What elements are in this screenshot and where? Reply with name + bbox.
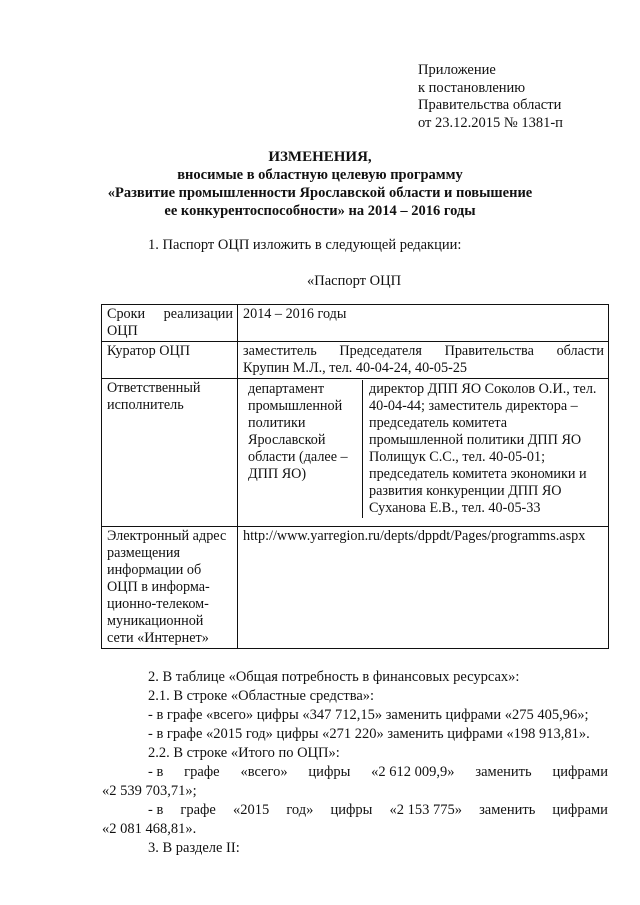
table-row <box>102 379 609 527</box>
word: «2015 <box>232 802 270 818</box>
appendix-note <box>418 62 563 132</box>
paragraph-2-2-a-end: «2 539 703,71»; <box>102 783 197 799</box>
appendix-line: от 23.12.2015 № 1381-п <box>418 114 563 131</box>
title-line: вносимые в областную целевую программу <box>177 167 463 183</box>
word: графе <box>180 802 216 818</box>
paragraph-2-2-a <box>148 763 608 781</box>
table-cell-value: 2014 – 2016 годы <box>238 305 609 342</box>
curator-line: Крупин М.Л., тел. 40-04-24, 40-05-25 <box>243 360 468 376</box>
table-cell-value: http://www.yarregion.ru/depts/dppdt/Pages/programms.aspx <box>238 527 609 649</box>
paragraph-2-1-b: - в графе «2015 год» цифры «271 220» заменить цифрами «198 913,81». <box>148 726 590 742</box>
paragraph-2-1-a: - в графе «всего» цифры «347 712,15» заменить цифрами «275 405,96»; <box>148 707 589 723</box>
table-cell-label: Электронный адрес размещения информации об ОЦП в информа-ционно-телеком-муникационной сети «Интернет» <box>102 527 238 649</box>
word: цифрами <box>552 764 608 780</box>
word: цифры <box>330 802 373 818</box>
word: - в <box>148 802 164 818</box>
paragraph-2-1: 2.1. В строке «Областные средства»: <box>148 688 375 704</box>
word: графе <box>184 764 220 780</box>
table-row <box>102 527 609 649</box>
paragraph-1: 1. Паспорт ОЦП изложить в следующей редакции: <box>148 237 462 253</box>
passport-title: «Паспорт ОЦП <box>307 273 402 289</box>
paragraph-2-2-b <box>148 801 608 819</box>
appendix-line: к постановлению <box>418 79 526 96</box>
paragraph-3: 3. В разделе II: <box>148 840 240 856</box>
document-title <box>0 148 640 220</box>
table-row <box>102 342 609 379</box>
word: «2 612 009,9» <box>371 764 455 780</box>
paragraph-2: 2. В таблице «Общая потребность в финансовых ресурсах»: <box>148 669 520 685</box>
table-cell-label: Сроки реализации ОЦП <box>102 305 238 342</box>
title-heading: ИЗМЕНЕНИЯ, <box>268 149 372 165</box>
word: заменить <box>475 764 532 780</box>
paragraph-2-2: 2.2. В строке «Итого по ОЦП»: <box>148 745 340 761</box>
word: цифрами <box>552 802 608 818</box>
table-cell-value <box>238 379 609 527</box>
appendix-line: Правительства области <box>418 97 562 113</box>
responsible-persons: директор ДПП ЯО Соколов О.И., тел. 40-04-44; заместитель директора – председатель комитета промышленной политики ДПП ЯО Полищук С.С., тел. 40-05-01; председатель комитета экономики и развития конкуренции ДПП ЯО Суханова Е.В., тел. 40-05-33 <box>369 381 597 516</box>
word: цифры <box>308 764 351 780</box>
title-line: ее конкурентоспособности» на 2014 – 2016 годы <box>164 203 476 219</box>
table-cell-label: Куратор ОЦП <box>102 342 238 379</box>
table-row <box>102 305 609 342</box>
curator-line: заместитель Председателя Правительства области <box>243 343 604 359</box>
word: год» <box>286 802 314 818</box>
table-cell-label: Ответственный исполнитель <box>102 379 238 527</box>
passport-table <box>101 304 609 649</box>
table-cell-value <box>238 342 609 379</box>
title-line: «Развитие промышленности Ярославской области и повышение <box>107 185 533 201</box>
word: «2 153 775» <box>389 802 462 818</box>
word: - в <box>148 764 164 780</box>
word: «всего» <box>240 764 288 780</box>
appendix-line: Приложение <box>418 62 496 78</box>
paragraph-2-2-b-end: «2 081 468,81». <box>102 821 197 837</box>
word: заменить <box>479 802 536 818</box>
responsible-department: департамент промышленной политики Ярославской области (далее – ДПП ЯО) <box>243 380 363 518</box>
